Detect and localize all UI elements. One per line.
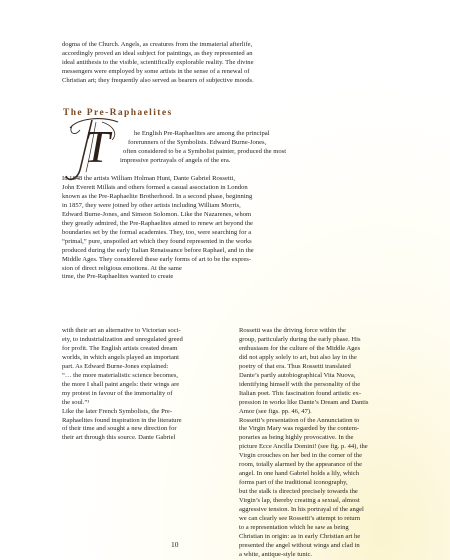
text-line: ideal antithesis to the visible, scientifically explorable reality. The divine <box>62 58 254 66</box>
text-line: produced during the early Italian Renaissance before Raphael, and in the <box>62 246 254 254</box>
text-line: boundaries set by the formal academies. They, too, were searching for a <box>62 228 252 236</box>
text-line: Amor (see figs. pp. 46, 47). <box>239 407 312 415</box>
text-line: the soul.”¹ <box>62 398 90 406</box>
text-line: forerunners of the Symbolists. Edward Burne-Jones, <box>128 138 267 146</box>
text-line: Rossetti’s presentation of the Annunciation to <box>239 416 360 424</box>
text-line: In 1848 the artists William Holman Hunt, Dante Gabriel Rossetti, <box>62 175 236 182</box>
text-line: Middle Ages. They considered these early forms of art to be the expres- <box>62 255 252 263</box>
text-line: to a representation which he saw as being <box>239 523 349 531</box>
text-line: their art through this source. Dante Gabriel <box>62 434 176 442</box>
text-line: Christian in origin: as in early Christian art he <box>239 532 361 540</box>
text-line: poetry of that era. Thus Rossetti translated <box>239 362 351 370</box>
text-line: my protest in favour of the immortality of <box>62 389 173 397</box>
text-line: Edward Burne-Jones, and Simeon Solomon. Like the Nazarenes, whom <box>62 210 252 218</box>
text-line: enthusiasm for the culture of the Middle Ages <box>239 344 361 352</box>
text-line: angel. In one hand Gabriel holds a lily, which <box>239 470 360 478</box>
text-line: impressive portrayals of angels of the era. <box>120 156 231 164</box>
text-line: the Virgin Mary was regarded by the contem- <box>239 425 360 433</box>
text-line: room, totally alarmed by the appearance of the <box>239 461 363 469</box>
text-line: they greatly admired, the Pre-Raphaelites aimed to renew art beyond the <box>62 219 253 227</box>
text-line: Virgin’s lap, thereby creating a sexual, almost <box>239 497 360 505</box>
text-line: messengers were employed by some artists in the sense of a renewal of <box>62 67 250 75</box>
intro-paragraph <box>62 41 254 86</box>
text-line: Italian poet. This fascination found artistic ex- <box>239 389 362 397</box>
text-line: dogma of the Church. Angels, as creatures from the immaterial afterlife, <box>62 41 253 48</box>
text-line: Rossetti was the driving force within the <box>239 327 346 334</box>
text-line: with their art an alternative to Victorian soci- <box>62 327 181 334</box>
text-line: pression in works like Dante’s Dream and Dantis <box>239 398 369 406</box>
text-line: forms part of the traditional iconography, <box>239 479 348 487</box>
text-line: known as the Pre-Raphaelite Brotherhood. In a second phase, beginning <box>62 192 253 200</box>
text-line: sion of direct religious emotions. At the same <box>62 264 182 272</box>
text-line: identifying himself with the personality of the <box>239 380 361 388</box>
text-line: ety, to industrialization and unregulated greed <box>62 335 183 343</box>
text-line: in 1857, they were joined by other artists including William Morris, <box>62 201 241 209</box>
right-column <box>239 327 368 560</box>
text-line: Raphaelites found inspiration in the literature <box>62 416 182 424</box>
text-line: poraries as being highly provocative. In the <box>239 434 354 442</box>
dropcap-letter: T <box>84 121 110 172</box>
text-line: John Everett Millais and others formed a casual association in London <box>62 183 248 191</box>
text-line: “… the more materialistic science becomes, <box>62 371 179 379</box>
text-line: Virgin crouches on her bed in the corner of the <box>239 452 363 460</box>
text-line: the more I shall paint angels: their wings are <box>62 380 180 388</box>
text-line: Christian art; they frequently also served as bearers of subjective moods. <box>62 76 254 84</box>
text-line: often considered to be a Symbolist painter, produced the most <box>123 147 287 155</box>
text-line: Dante’s partly autobiographical Vita Nuova, <box>239 371 356 379</box>
text-line: did not apply solely to art, but also lay in the <box>239 353 357 361</box>
page-number: 10 <box>171 540 179 549</box>
text-line: worlds, in which angels played an important <box>62 353 180 361</box>
text-line: aggressive tension. In his portrayal of the angel <box>239 506 364 514</box>
text-line: “primal,” pure, unspoiled art which they found represented in the works <box>62 237 252 245</box>
text-line: but the stalk is directed precisely towards the <box>239 488 358 496</box>
opening-lines <box>120 130 287 166</box>
text-line: of their time and sought a new direction for <box>62 425 177 433</box>
text-line: part. As Edward Burne-Jones explained: <box>62 362 169 370</box>
text-line: group, particularly during the early phase. His <box>239 335 361 343</box>
text-line: accordingly proved an ideal subject for paintings, as they represented an <box>62 49 253 57</box>
text-line: we can clearly see Rossetti’s attempt to return <box>239 515 361 523</box>
text-line: picture Ecce Ancilla Domini! (see fig. p. 44), the <box>239 443 368 451</box>
text-line: time, the Pre-Raphaelites wanted to create <box>62 273 174 281</box>
text-line: he English Pre-Raphaelites are among the principal <box>134 130 270 137</box>
body-paragraph <box>62 175 254 282</box>
text-line: a white, antique-style tunic. <box>239 550 313 558</box>
left-column <box>62 327 183 443</box>
text-line: Like the later French Symbolists, the Pre- <box>62 407 173 415</box>
text-line: for profit. The English artists created dream <box>62 344 178 352</box>
text-line: presented the angel without wings and clad in <box>239 541 360 549</box>
section-heading: The Pre-Raphaelites <box>63 108 173 118</box>
